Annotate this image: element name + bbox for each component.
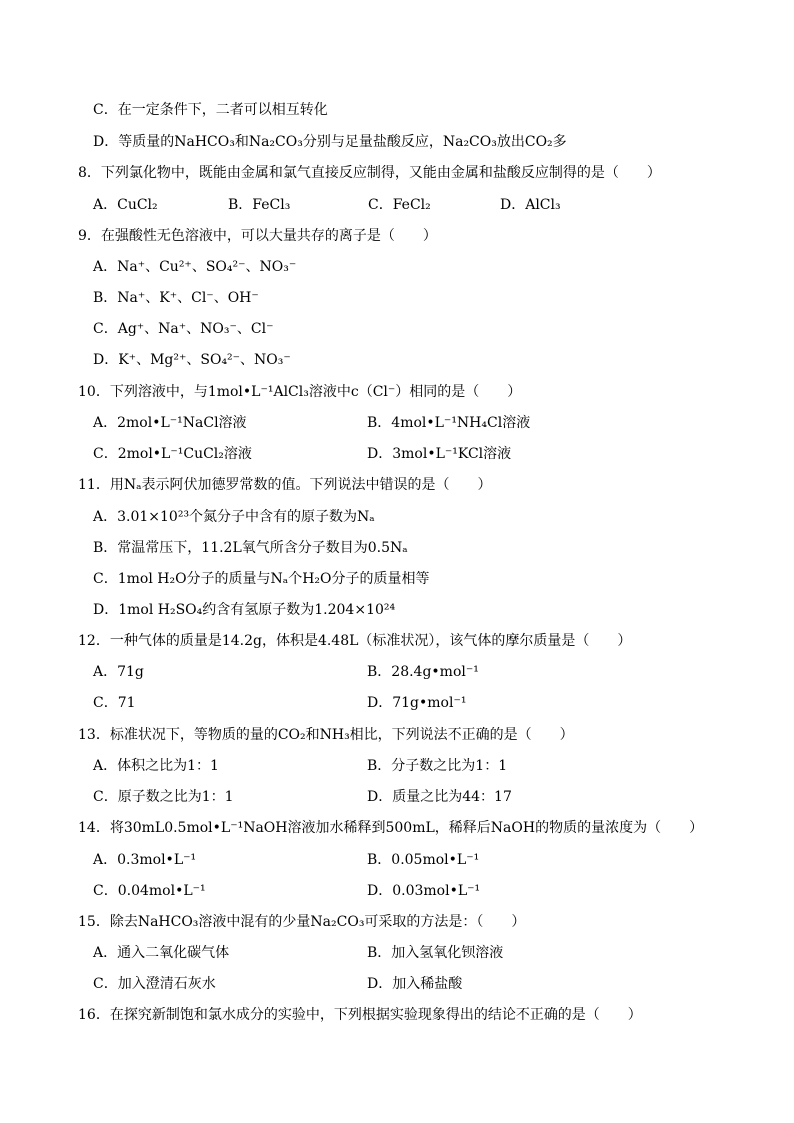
q13-option-d: D．质量之比为44：17 <box>367 789 512 805</box>
q15-option-c: C．加入澄清石灰水 <box>93 976 216 992</box>
q14-option-d: D．0.03mol•L⁻¹ <box>367 883 481 899</box>
q7-option-c: C．在一定条件下，二者可以相互转化 <box>93 102 328 118</box>
q8-option-d: D．AlCl₃ <box>500 197 561 213</box>
q9-option-b: B．Na⁺、K⁺、Cl⁻、OH⁻ <box>93 290 259 306</box>
question-11: 11．用Nₐ表示阿伏加德罗常数的值。下列说法中错误的是（ ） <box>78 477 492 493</box>
q11-option-c: C．1mol H₂O分子的质量与Nₐ个H₂O分子的质量相等 <box>93 571 430 587</box>
q10-option-c: C．2mol•L⁻¹CuCl₂溶液 <box>93 446 252 462</box>
q8-option-a: A．CuCl₂ <box>93 197 158 213</box>
q9-option-a: A．Na⁺、Cu²⁺、SO₄²⁻、NO₃⁻ <box>93 259 297 275</box>
q8-option-c: C．FeCl₂ <box>368 197 431 213</box>
question-16: 16．在探究新制饱和氯水成分的实验中，下列根据实验现象得出的结论不正确的是（ ） <box>78 1007 642 1023</box>
q15-option-b: B．加入氢氧化钡溶液 <box>367 945 504 961</box>
q13-option-c: C．原子数之比为1：1 <box>93 789 234 805</box>
q7-option-d: D．等质量的NaHCO₃和Na₂CO₃分别与足量盐酸反应，Na₂CO₃放出CO₂多 <box>93 134 567 150</box>
q15-option-d: D．加入稀盐酸 <box>367 976 463 992</box>
question-8: 8．下列氯化物中，既能由金属和氯气直接反应制得，又能由金属和盐酸反应制得的是（ ） <box>78 165 661 181</box>
q10-option-b: B．4mol•L⁻¹NH₄Cl溶液 <box>367 415 531 431</box>
q13-option-a: A．体积之比为1：1 <box>93 758 219 774</box>
q11-option-b: B．常温常压下，11.2L氧气所含分子数目为0.5Nₐ <box>93 540 408 556</box>
q12-option-c: C．71 <box>93 695 136 711</box>
question-10: 10．下列溶液中，与1mol•L⁻¹AlCl₃溶液中c（Cl⁻）相同的是（ ） <box>78 384 522 400</box>
q9-option-c: C．Ag⁺、Na⁺、NO₃⁻、Cl⁻ <box>93 321 274 337</box>
q14-option-c: C．0.04mol•L⁻¹ <box>93 883 206 899</box>
q10-option-a: A．2mol•L⁻¹NaCl溶液 <box>93 415 247 431</box>
q15-option-a: A．通入二氧化碳气体 <box>93 945 230 961</box>
q10-option-d: D．3mol•L⁻¹KCl溶液 <box>367 446 512 462</box>
q12-option-a: A．71g <box>93 664 144 680</box>
question-13: 13．标准状况下，等物质的量的CO₂和NH₃相比，下列说法不正确的是（ ） <box>78 727 574 743</box>
q9-option-d: D．K⁺、Mg²⁺、SO₄²⁻、NO₃⁻ <box>93 352 291 368</box>
question-9: 9．在强酸性无色溶液中，可以大量共存的离子是（ ） <box>78 228 437 244</box>
q8-option-b: B．FeCl₃ <box>228 197 291 213</box>
question-12: 12．一种气体的质量是14.2g，体积是4.48L（标准状况），该气体的摩尔质量是（ ） <box>78 633 632 649</box>
q11-option-d: D．1mol H₂SO₄约含有氢原子数为1.204×10²⁴ <box>93 602 396 618</box>
question-14: 14．将30mL0.5mol•L⁻¹NaOH溶液加水稀释到500mL，稀释后NaOH的物质的量浓度为（ ） <box>78 820 704 836</box>
q14-option-b: B．0.05mol•L⁻¹ <box>367 852 480 868</box>
q13-option-b: B．分子数之比为1：1 <box>367 758 508 774</box>
q14-option-a: A．0.3mol•L⁻¹ <box>93 852 197 868</box>
q12-option-b: B．28.4g•mol⁻¹ <box>367 664 479 680</box>
question-15: 15．除去NaHCO₃溶液中混有的少量Na₂CO₃可采取的方法是：（ ） <box>78 914 526 930</box>
q11-option-a: A．3.01×10²³个氮分子中含有的原子数为Nₐ <box>93 509 375 525</box>
q12-option-d: D．71g•mol⁻¹ <box>367 695 467 711</box>
